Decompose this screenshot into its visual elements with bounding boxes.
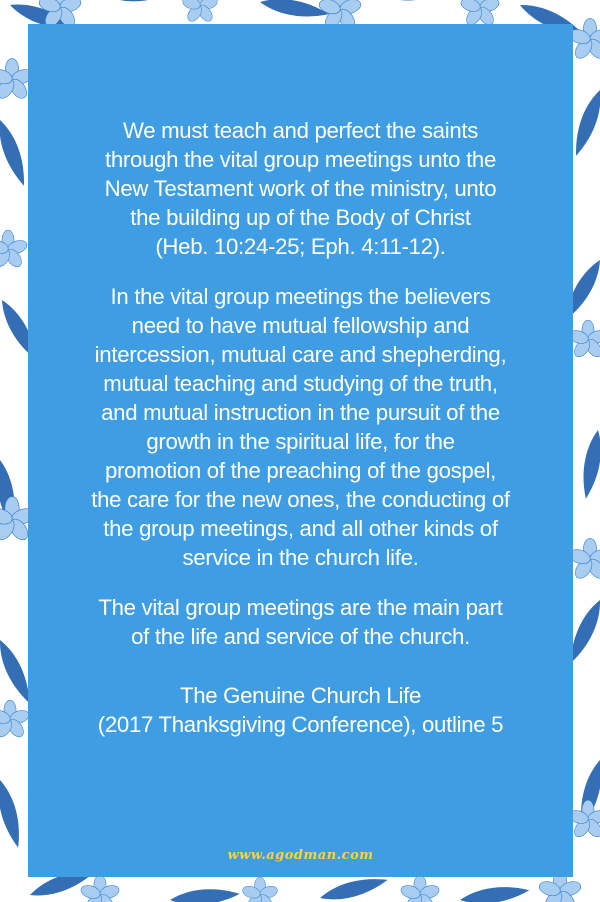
quote-line: the building up of the Body of Christ [130, 205, 471, 230]
quote-line: of the life and service of the church. [131, 624, 470, 649]
quote-line: growth in the spiritual life, for the [146, 429, 455, 454]
source-subtitle: (2017 Thanksgiving Conference), outline 5 [97, 712, 504, 737]
quote-card [28, 24, 573, 877]
quote-paragraph-2 [50, 282, 551, 572]
quote-paragraph-3 [50, 593, 551, 651]
website-link[interactable]: www.agodman.com [227, 848, 374, 863]
quote-line: New Testament work of the ministry, unto [104, 176, 497, 201]
quote-line: promotion of the preaching of the gospel, [104, 458, 497, 483]
quote-line: service in the church life. [182, 545, 419, 570]
quote-line: need to have mutual fellowship and [131, 313, 470, 338]
quote-line: mutual teaching and studying of the truth, [103, 371, 498, 396]
quote-line: through the vital group meetings unto the [104, 147, 497, 172]
quote-line: The vital group meetings are the main part [98, 595, 503, 620]
quote-line: intercession, mutual care and shepherding, [94, 342, 507, 367]
quote-line: In the vital group meetings the believers [110, 284, 491, 309]
quote-line: the group meetings, and all other kinds of [103, 516, 498, 541]
source-title: The Genuine Church Life [179, 683, 421, 708]
quote-line: We must teach and perfect the saints [122, 118, 479, 143]
quote-source [50, 681, 551, 739]
quote-line: the care for the new ones, the conducting of [91, 487, 510, 512]
quote-line: and mutual instruction in the pursuit of the [101, 400, 500, 425]
quote-line: (Heb. 10:24-25; Eph. 4:11-12). [155, 234, 446, 259]
quote-paragraph-1 [50, 116, 551, 261]
